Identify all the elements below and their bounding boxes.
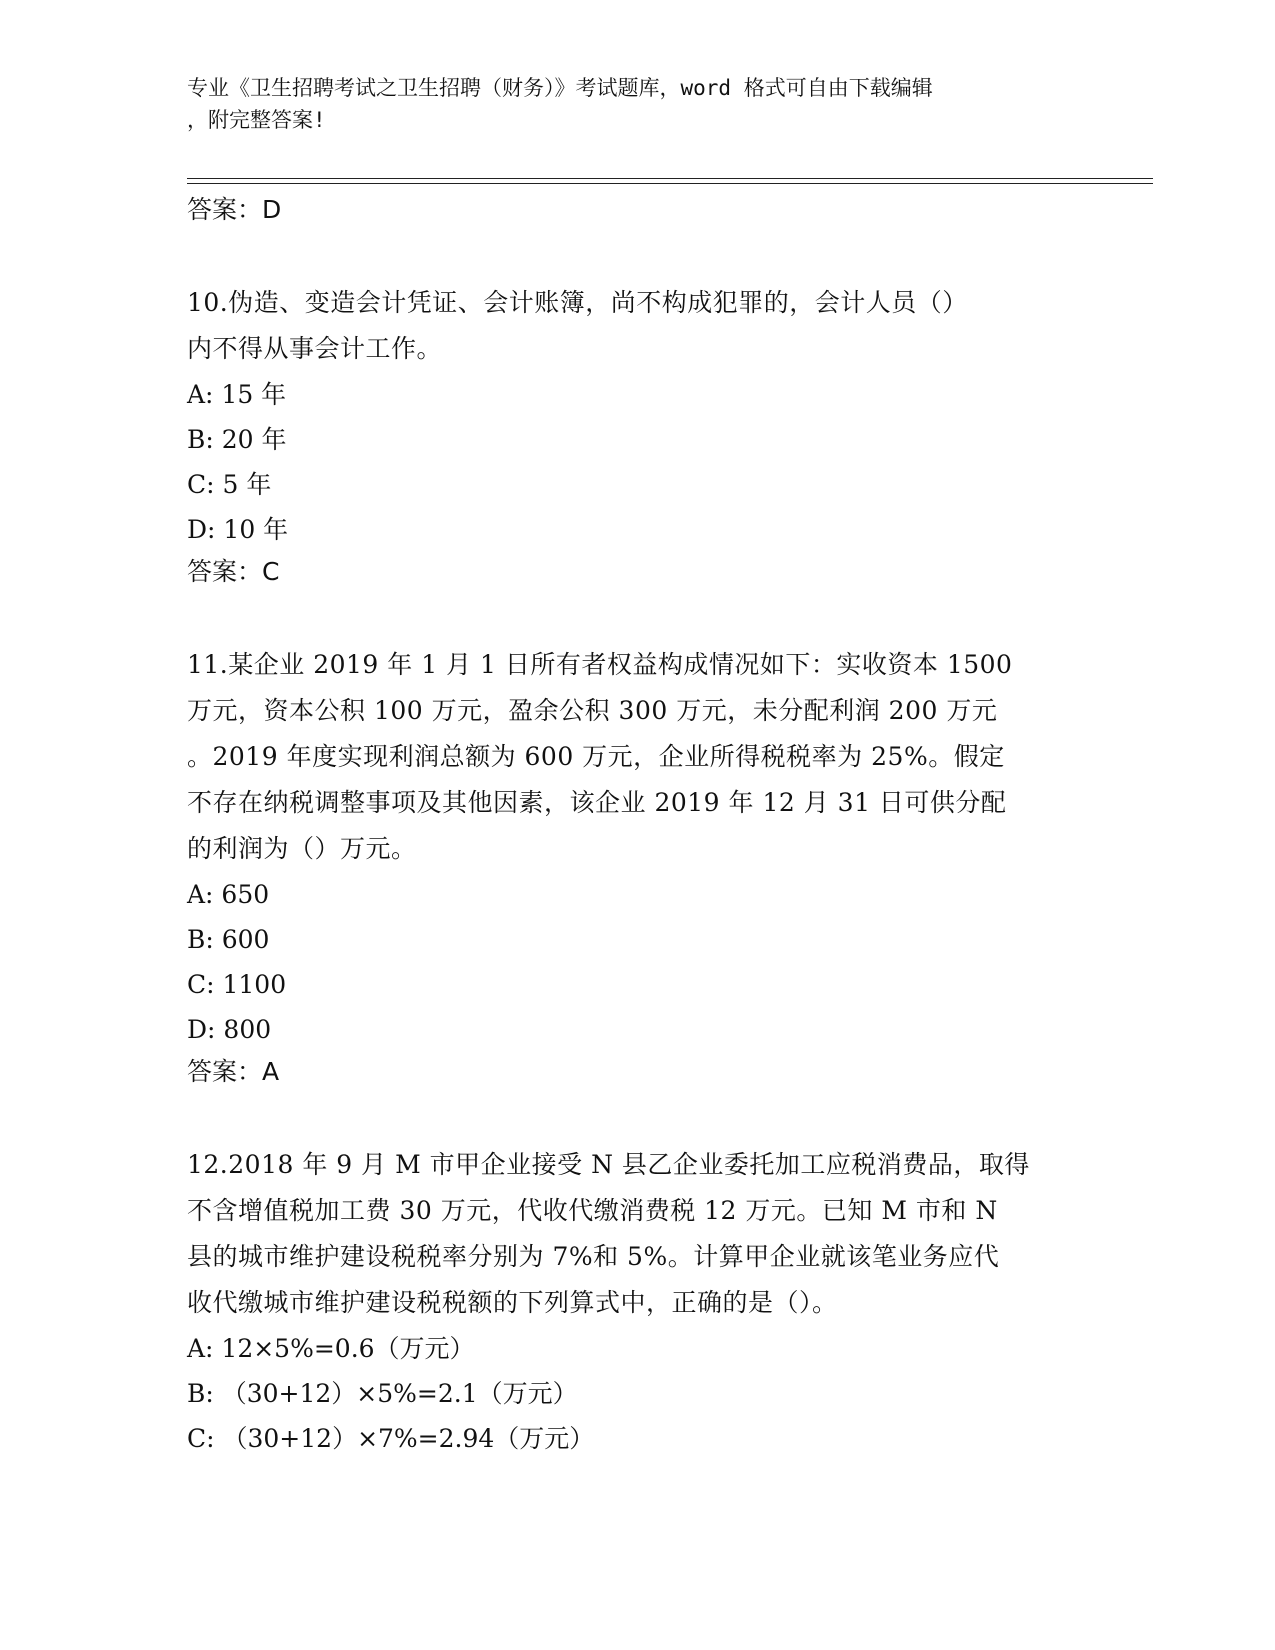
spacer	[187, 1092, 1087, 1142]
document-header	[187, 72, 1067, 136]
document-body	[187, 190, 1087, 1461]
previous-answer: 答案：D	[187, 195, 282, 224]
question-text-line: 不存在纳税调整事项及其他因素，该企业 2019 年 12 月 31 日可供分配	[187, 788, 1007, 817]
header-rule-bottom	[187, 183, 1153, 184]
header-line-1: 专业《卫生招聘考试之卫生招聘（财务）》考试题库，word 格式可自由下载编辑	[187, 76, 933, 100]
spacer	[187, 230, 1087, 280]
question-12	[187, 1142, 1087, 1461]
option-d: D: 10 年	[187, 515, 289, 544]
header-rule-top	[187, 178, 1153, 179]
question-text-line: 。2019 年度实现利润总额为 600 万元，企业所得税税率为 25%。假定	[187, 742, 1005, 771]
option-c: C: （30+12）×7%=2.94（万元）	[187, 1424, 595, 1453]
option-a: A: 12×5%=0.6（万元）	[187, 1334, 475, 1363]
question-text-line: 不含增值税加工费 30 万元，代收代缴消费税 12 万元。已知 M 市和 N	[187, 1196, 998, 1225]
question-text-line: 县的城市维护建设税税率分别为 7%和 5%。计算甲企业就该笔业务应代	[187, 1242, 1000, 1271]
question-10	[187, 280, 1087, 592]
spacer	[187, 592, 1087, 642]
option-b: B: （30+12）×5%=2.1（万元）	[187, 1379, 578, 1408]
option-c: C: 5 年	[187, 470, 272, 499]
question-text-line: 12.2018 年 9 月 M 市甲企业接受 N 县乙企业委托加工应税消费品，取得	[187, 1150, 1030, 1179]
header-line-2: ，附完整答案!	[187, 108, 326, 132]
option-c: C: 1100	[187, 970, 287, 999]
question-text-line: 11.某企业 2019 年 1 月 1 日所有者权益构成情况如下：实收资本 1500	[187, 650, 1013, 679]
question-text-line: 内不得从事会计工作。	[187, 334, 443, 363]
option-a: A: 15 年	[187, 380, 287, 409]
option-b: B: 20 年	[187, 425, 287, 454]
option-d: D: 800	[187, 1015, 272, 1044]
answer: 答案：C	[187, 557, 280, 586]
question-text-line: 的利润为（）万元。	[187, 834, 417, 863]
answer: 答案：A	[187, 1057, 280, 1086]
question-text-line: 万元，资本公积 100 万元，盈余公积 300 万元，未分配利润 200 万元	[187, 696, 998, 725]
option-a: A: 650	[187, 880, 270, 909]
question-11	[187, 642, 1087, 1092]
question-text-line: 10.伪造、变造会计凭证、会计账簿，尚不构成犯罪的，会计人员（）	[187, 288, 968, 317]
option-b: B: 600	[187, 925, 270, 954]
question-text-line: 收代缴城市维护建设税税额的下列算式中，正确的是（）。	[187, 1288, 838, 1317]
